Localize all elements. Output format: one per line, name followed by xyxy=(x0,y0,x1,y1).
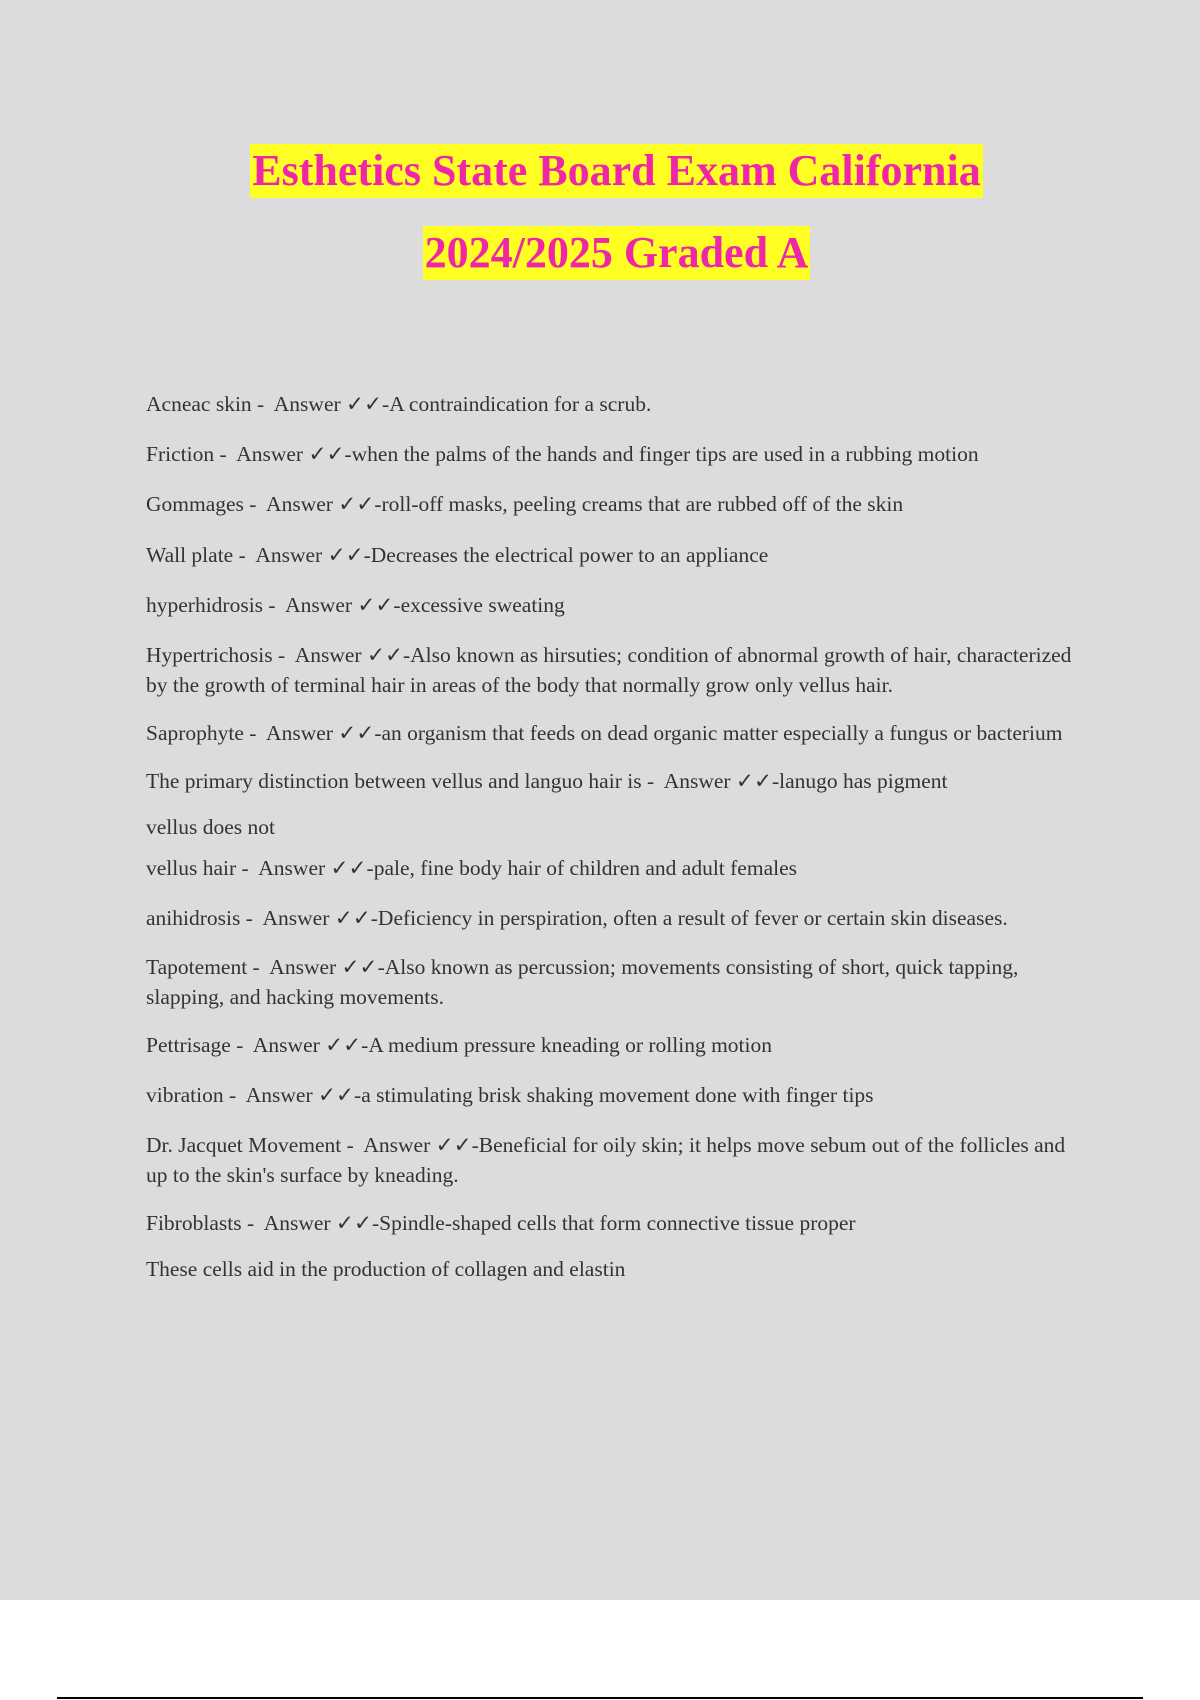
entry-text xyxy=(146,1080,1086,1110)
flashcard-entry xyxy=(146,640,1086,700)
entry-term: Friction - xyxy=(146,442,227,466)
entry-answer-marker: Answer ✓✓- xyxy=(273,392,390,416)
entry-continuation: These cells aid in the production of collagen and elastin xyxy=(146,1257,626,1281)
entry-answer-marker: Answer ✓✓- xyxy=(294,643,411,667)
entry-definition: when the palms of the hands and finger tips are used in a rubbing motion xyxy=(351,442,979,466)
flashcard-entry xyxy=(146,952,1086,1012)
entry-term: Dr. Jacquet Movement - xyxy=(146,1133,354,1157)
entry-term: The primary distinction between vellus and languo hair is - xyxy=(146,769,655,793)
entry-answer-marker: Answer ✓✓- xyxy=(245,1083,362,1107)
entry-term: vellus hair - xyxy=(146,856,249,880)
entry-text xyxy=(146,1030,1086,1060)
entry-answer-marker: Answer ✓✓- xyxy=(262,906,378,930)
title-line-2: 2024/2025 Graded A xyxy=(423,226,811,280)
flashcard-entry xyxy=(146,389,1086,419)
entry-term: Saprophyte - xyxy=(146,721,257,745)
entry-term: vibration - xyxy=(146,1083,237,1107)
entry-text xyxy=(146,590,1086,620)
footer-divider xyxy=(57,1697,1143,1699)
entry-definition: pale, fine body hair of children and adult females xyxy=(373,856,797,880)
entry-term: hyperhidrosis - xyxy=(146,593,276,617)
entry-text xyxy=(146,540,1086,570)
entry-answer-marker: Answer ✓✓- xyxy=(266,721,382,745)
entry-definition: A medium pressure kneading or rolling motion xyxy=(368,1033,773,1057)
entry-text xyxy=(146,1130,1086,1190)
entry-text xyxy=(146,489,1086,519)
entry-text xyxy=(146,903,1086,933)
flashcard-entry xyxy=(146,590,1086,620)
entry-answer-marker: Answer ✓✓- xyxy=(263,1211,380,1235)
entry-text xyxy=(146,389,1086,419)
entry-text xyxy=(146,439,1086,469)
entry-definition: Decreases the electrical power to an appliance xyxy=(370,543,769,567)
entry-term: Wall plate - xyxy=(146,543,246,567)
title-line-1: Esthetics State Board Exam California xyxy=(250,144,982,198)
entry-definition: Beneficial for oily skin; it helps move sebum out of the follicles and up to the skin's surface by kneading. xyxy=(146,1133,1066,1187)
entry-text xyxy=(146,853,1086,883)
entry-term: Tapotement - xyxy=(146,955,260,979)
entry-definition: Also known as percussion; movements consisting of short, quick tapping, slapping, and hacking movements. xyxy=(146,955,1019,1009)
document-title xyxy=(0,140,1200,304)
flashcard-list xyxy=(146,389,1086,1300)
entry-definition: an organism that feeds on dead organic matter especially a fungus or bacterium xyxy=(381,721,1063,745)
entry-answer-marker: Answer ✓✓- xyxy=(236,442,352,466)
entry-term: anihidrosis - xyxy=(146,906,253,930)
entry-text xyxy=(146,640,1086,700)
flashcard-entry xyxy=(146,1130,1086,1190)
entry-answer-marker: Answer ✓✓- xyxy=(285,593,401,617)
entry-term: Acneac skin - xyxy=(146,392,265,416)
entry-definition: roll-off masks, peeling creams that are rubbed off of the skin xyxy=(381,492,904,516)
flashcard-entry xyxy=(146,903,1086,933)
entry-text xyxy=(146,1208,1086,1238)
entry-answer-marker: Answer ✓✓- xyxy=(663,769,780,793)
flashcard-entry xyxy=(146,439,1086,469)
entry-answer-marker: Answer ✓✓- xyxy=(266,492,382,516)
entry-answer-marker: Answer ✓✓- xyxy=(363,1133,479,1157)
entry-definition: lanugo has pigment xyxy=(779,769,948,793)
entry-definition: Deficiency in perspiration, often a result of fever or certain skin diseases. xyxy=(377,906,1008,930)
flashcard-entry xyxy=(146,766,1086,842)
entry-term: Hypertrichosis - xyxy=(146,643,286,667)
entry-term: Fibroblasts - xyxy=(146,1211,255,1235)
entry-continuation: vellus does not xyxy=(146,815,275,839)
entry-answer-marker: Answer ✓✓- xyxy=(269,955,385,979)
flashcard-entry xyxy=(146,1030,1086,1060)
flashcard-entry xyxy=(146,1080,1086,1110)
entry-text xyxy=(146,718,1086,748)
entry-term: Pettrisage - xyxy=(146,1033,244,1057)
flashcard-entry xyxy=(146,853,1086,883)
flashcard-entry xyxy=(146,489,1086,519)
flashcard-entry xyxy=(146,540,1086,570)
entry-term: Gommages - xyxy=(146,492,257,516)
entry-definition: Spindle-shaped cells that form connective tissue proper xyxy=(379,1211,856,1235)
entry-text xyxy=(146,766,1086,796)
flashcard-entry xyxy=(146,718,1086,748)
flashcard-entry xyxy=(146,1208,1086,1284)
entry-answer-marker: Answer ✓✓- xyxy=(258,856,374,880)
entry-answer-marker: Answer ✓✓- xyxy=(252,1033,369,1057)
entry-definition: a stimulating brisk shaking movement done with finger tips xyxy=(361,1083,874,1107)
entry-text xyxy=(146,952,1086,1012)
entry-definition: excessive sweating xyxy=(400,593,565,617)
entry-definition: Also known as hirsuties; condition of abnormal growth of hair, characterized by the growth of terminal hair in areas of the body that normally grow only vellus hair. xyxy=(146,643,1072,697)
entry-answer-marker: Answer ✓✓- xyxy=(255,543,371,567)
entry-definition: A contraindication for a scrub. xyxy=(389,392,652,416)
